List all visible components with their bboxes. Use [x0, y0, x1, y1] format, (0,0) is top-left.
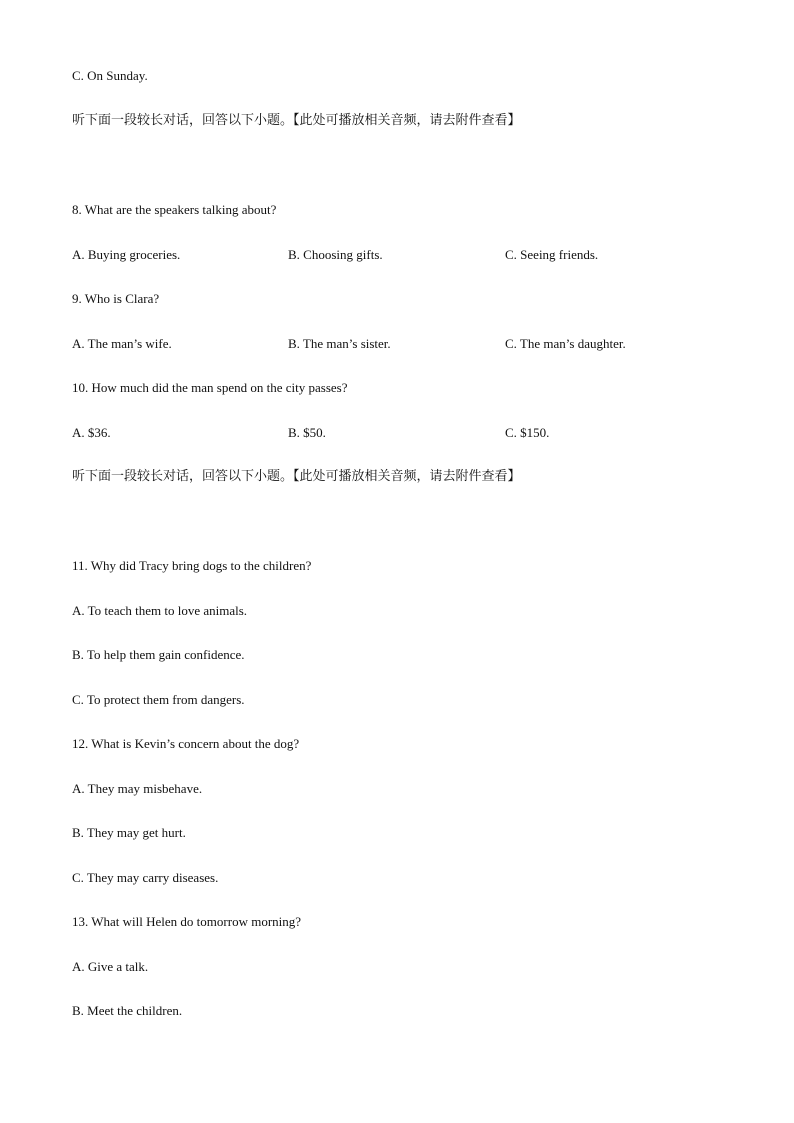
question-11: 11. Why did Tracy bring dogs to the children? — [72, 558, 312, 573]
q11-option-b: B. To help them gain confidence. — [72, 647, 245, 662]
listening-instruction-1: 听下面一段较长对话，回答以下小题。【此处可播放相关音频，请去附件查看】 — [72, 113, 521, 128]
listening-instruction-2: 听下面一段较长对话，回答以下小题。【此处可播放相关音频，请去附件查看】 — [72, 469, 521, 484]
question-10-options — [72, 425, 752, 441]
q7-option-c: C. On Sunday. — [72, 68, 148, 83]
q11-option-a: A. To teach them to love animals. — [72, 603, 248, 618]
q13-option-b: B. Meet the children. — [72, 1003, 183, 1018]
q9-option-a: A. The man’s wife. — [72, 336, 172, 351]
question-13: 13. What will Helen do tomorrow morning? — [72, 914, 302, 929]
question-9-options — [72, 336, 752, 352]
question-8-options — [72, 247, 752, 263]
question-8: 8. What are the speakers talking about? — [72, 202, 277, 217]
q12-option-a: A. They may misbehave. — [72, 781, 203, 796]
q8-option-c: C. Seeing friends. — [505, 247, 599, 262]
question-9: 9. Who is Clara? — [72, 291, 160, 306]
q10-option-b: B. $50. — [288, 425, 326, 440]
q13-option-a: A. Give a talk. — [72, 959, 149, 974]
q10-option-c: C. $150. — [505, 425, 550, 440]
question-10: 10. How much did the man spend on the city passes? — [72, 380, 348, 395]
q8-option-b: B. Choosing gifts. — [288, 247, 383, 262]
q9-option-c: C. The man’s daughter. — [505, 336, 626, 351]
question-12: 12. What is Kevin’s concern about the dog? — [72, 736, 300, 751]
q9-option-b: B. The man’s sister. — [288, 336, 391, 351]
q8-option-a: A. Buying groceries. — [72, 247, 181, 262]
q11-option-c: C. To protect them from dangers. — [72, 692, 245, 707]
q10-option-a: A. $36. — [72, 425, 111, 440]
q12-option-c: C. They may carry diseases. — [72, 870, 219, 885]
q12-option-b: B. They may get hurt. — [72, 825, 186, 840]
